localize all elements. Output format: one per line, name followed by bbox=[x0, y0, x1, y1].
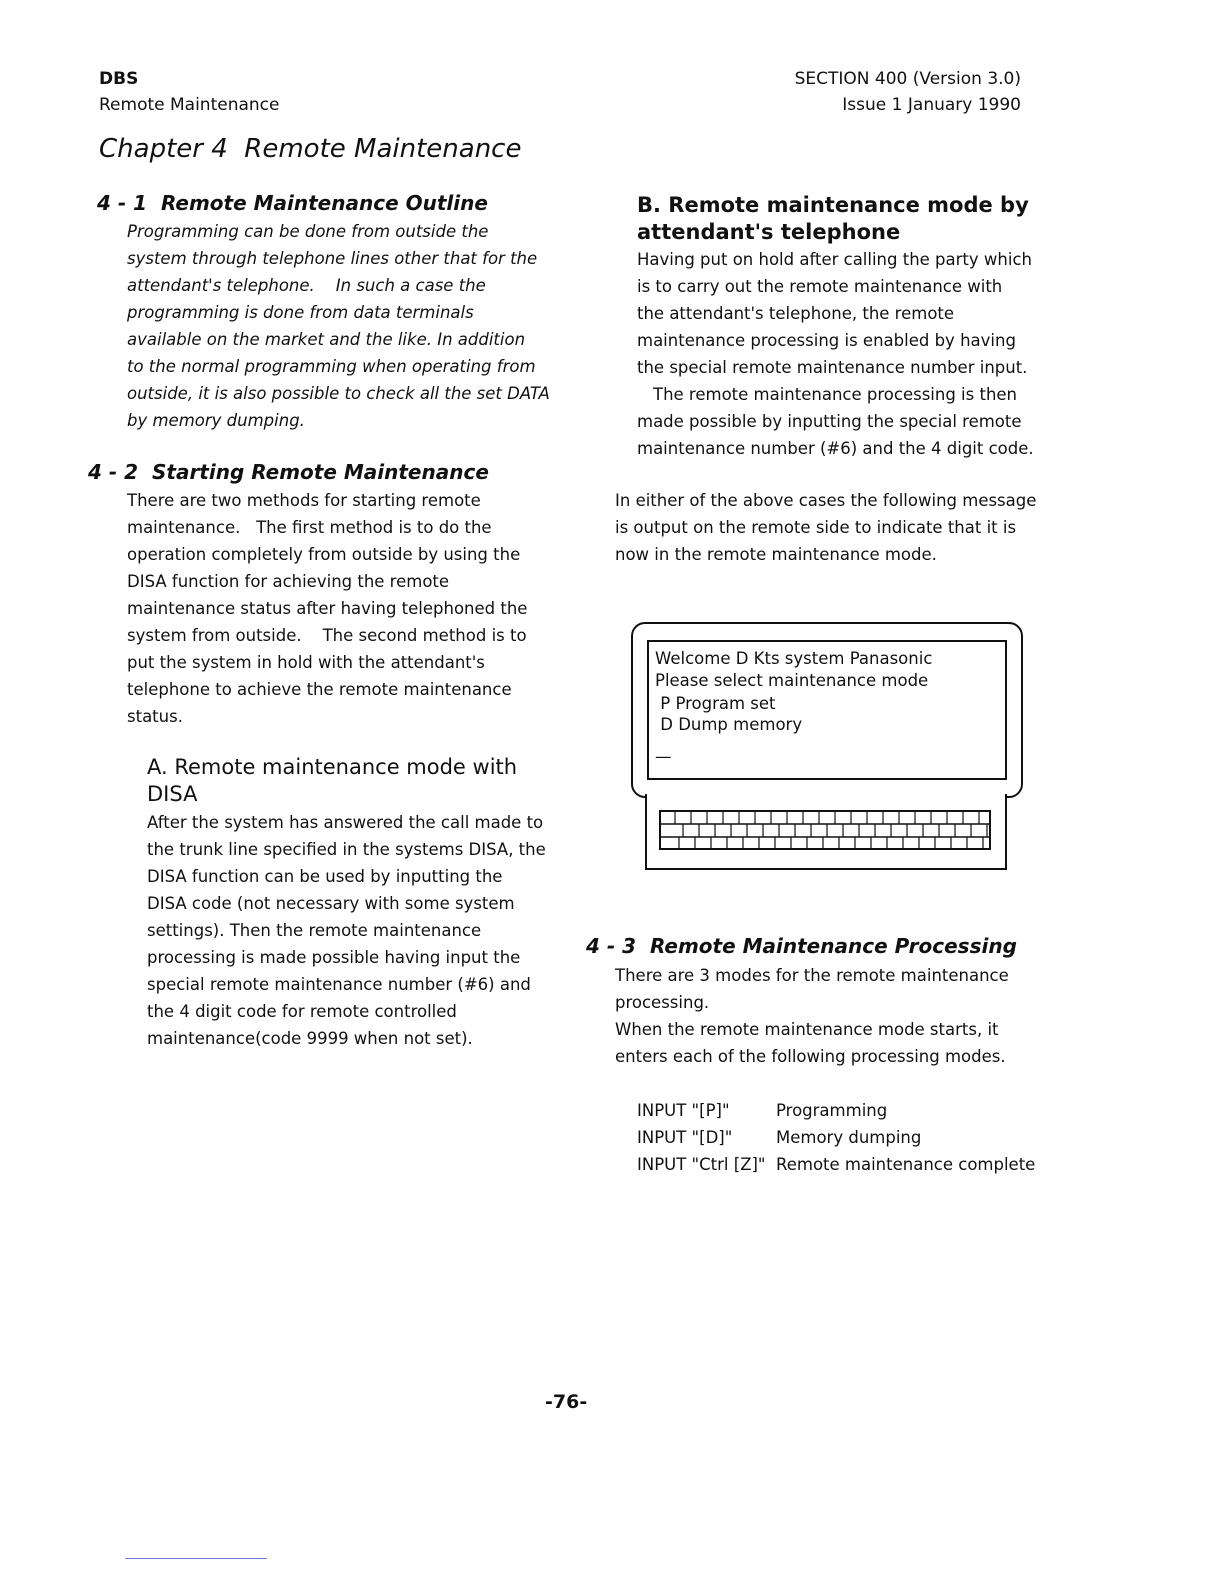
mode-desc: Remote maintenance complete bbox=[776, 1155, 1036, 1174]
text-line: attendant's telephone. In such a case the bbox=[127, 276, 486, 295]
text-line: DISA code (not necessary with some system bbox=[147, 894, 515, 913]
mode-desc: Programming bbox=[776, 1101, 888, 1120]
text-line: enters each of the following processing modes. bbox=[615, 1047, 1006, 1066]
text-line: the special remote maintenance number input. bbox=[637, 358, 1028, 377]
mode-row bbox=[637, 1151, 1036, 1178]
text-line: the 4 digit code for remote controlled bbox=[147, 1002, 457, 1021]
terminal-screen bbox=[647, 640, 1007, 780]
text-line: system from outside. The second method is to bbox=[127, 626, 527, 645]
mode-desc: Memory dumping bbox=[776, 1128, 922, 1147]
header-left bbox=[99, 66, 279, 118]
header-right bbox=[795, 66, 1021, 118]
text-line: made possible by inputting the special remote bbox=[637, 412, 1022, 431]
text-line: There are two methods for starting remote bbox=[127, 491, 481, 510]
terminal-line: Welcome D Kts system Panasonic bbox=[655, 649, 933, 668]
page-number: -76- bbox=[545, 1391, 588, 1413]
text-line: to the normal programming when operating from bbox=[127, 357, 536, 376]
terminal-line: P Program set bbox=[655, 694, 776, 713]
method-a-body bbox=[147, 809, 567, 1052]
text-line: the trunk line specified in the systems DISA, the bbox=[147, 840, 546, 859]
section-4-2-body bbox=[127, 487, 567, 730]
mode-input: INPUT "[D]" bbox=[637, 1128, 733, 1147]
text-line: available on the market and the like. In addition bbox=[127, 330, 526, 349]
text-line: operation completely from outside by using the bbox=[127, 545, 521, 564]
method-b-body bbox=[637, 246, 1057, 462]
text-line: status. bbox=[127, 707, 183, 726]
header-product: DBS bbox=[99, 69, 139, 89]
header-subject: Remote Maintenance bbox=[99, 95, 280, 115]
text-line: DISA function can be used by inputting the bbox=[147, 867, 503, 886]
text-line: programming is done from data terminals bbox=[127, 303, 474, 322]
mode-input: INPUT "Ctrl [Z]" bbox=[637, 1155, 766, 1174]
method-a-heading-line2: DISA bbox=[147, 782, 198, 806]
text-line: maintenance. The first method is to do the bbox=[127, 518, 492, 537]
text-line: There are 3 modes for the remote maintenance bbox=[615, 966, 1009, 985]
text-line: settings). Then the remote maintenance bbox=[147, 921, 482, 940]
either-case-body bbox=[615, 487, 1055, 568]
text-line: processing. bbox=[615, 993, 710, 1012]
text-line: Programming can be done from outside the bbox=[127, 222, 489, 241]
method-b-heading-line1: B. Remote maintenance mode by bbox=[637, 193, 1029, 217]
text-line: maintenance processing is enabled by having bbox=[637, 331, 1016, 350]
section-4-1-heading: 4 - 1 Remote Maintenance Outline bbox=[97, 191, 488, 215]
footer-rule bbox=[125, 1558, 267, 1559]
terminal-keyboard-base bbox=[645, 794, 1007, 870]
text-line: is to carry out the remote maintenance with bbox=[637, 277, 1003, 296]
header-section: SECTION 400 (Version 3.0) bbox=[794, 69, 1021, 89]
mode-row bbox=[637, 1097, 888, 1124]
text-line: special remote maintenance number (#6) and bbox=[147, 975, 531, 994]
keyboard-icon bbox=[659, 810, 991, 850]
text-line: the attendant's telephone, the remote bbox=[637, 304, 955, 323]
text-line: When the remote maintenance mode starts, it bbox=[615, 1020, 999, 1039]
text-line: maintenance number (#6) and the 4 digit code. bbox=[637, 439, 1034, 458]
terminal-line: D Dump memory bbox=[655, 715, 803, 734]
text-line: put the system in hold with the attendant's bbox=[127, 653, 485, 672]
mode-input: INPUT "[P]" bbox=[637, 1101, 730, 1120]
mode-row bbox=[637, 1124, 922, 1151]
text-line: processing is made possible having input the bbox=[147, 948, 521, 967]
text-line: system through telephone lines other that for the bbox=[127, 249, 538, 268]
method-b-heading-line2: attendant's telephone bbox=[637, 220, 901, 244]
section-4-3-body bbox=[615, 962, 1055, 1070]
text-line: Having put on hold after calling the party which bbox=[637, 250, 1032, 269]
text-line: by memory dumping. bbox=[127, 411, 305, 430]
section-4-2-heading: 4 - 2 Starting Remote Maintenance bbox=[88, 460, 489, 484]
header-issue: Issue 1 January 1990 bbox=[842, 95, 1021, 115]
text-line: After the system has answered the call made to bbox=[147, 813, 544, 832]
text-line: telephone to achieve the remote maintenance bbox=[127, 680, 512, 699]
chapter-title: Chapter 4 Remote Maintenance bbox=[99, 134, 522, 164]
section-4-1-body bbox=[127, 218, 567, 434]
section-4-3-heading: 4 - 3 Remote Maintenance Processing bbox=[586, 934, 1017, 958]
text-line: maintenance status after having telephoned the bbox=[127, 599, 528, 618]
text-line: In either of the above cases the following message bbox=[615, 491, 1037, 510]
text-line: The remote maintenance processing is then bbox=[653, 385, 1018, 404]
text-line: DISA function for achieving the remote bbox=[127, 572, 450, 591]
text-line: maintenance(code 9999 when not set). bbox=[147, 1029, 473, 1048]
method-a-heading bbox=[147, 754, 517, 808]
text-line: outside, it is also possible to check all the set DATA bbox=[127, 384, 550, 403]
method-a-heading-line1: A. Remote maintenance mode with bbox=[147, 755, 518, 779]
terminal-line: Please select maintenance mode bbox=[655, 671, 929, 690]
method-b-heading bbox=[637, 192, 1029, 246]
terminal-cursor: — bbox=[655, 747, 672, 766]
text-line: is output on the remote side to indicate that it is bbox=[615, 518, 1017, 537]
text-line: now in the remote maintenance mode. bbox=[615, 545, 937, 564]
